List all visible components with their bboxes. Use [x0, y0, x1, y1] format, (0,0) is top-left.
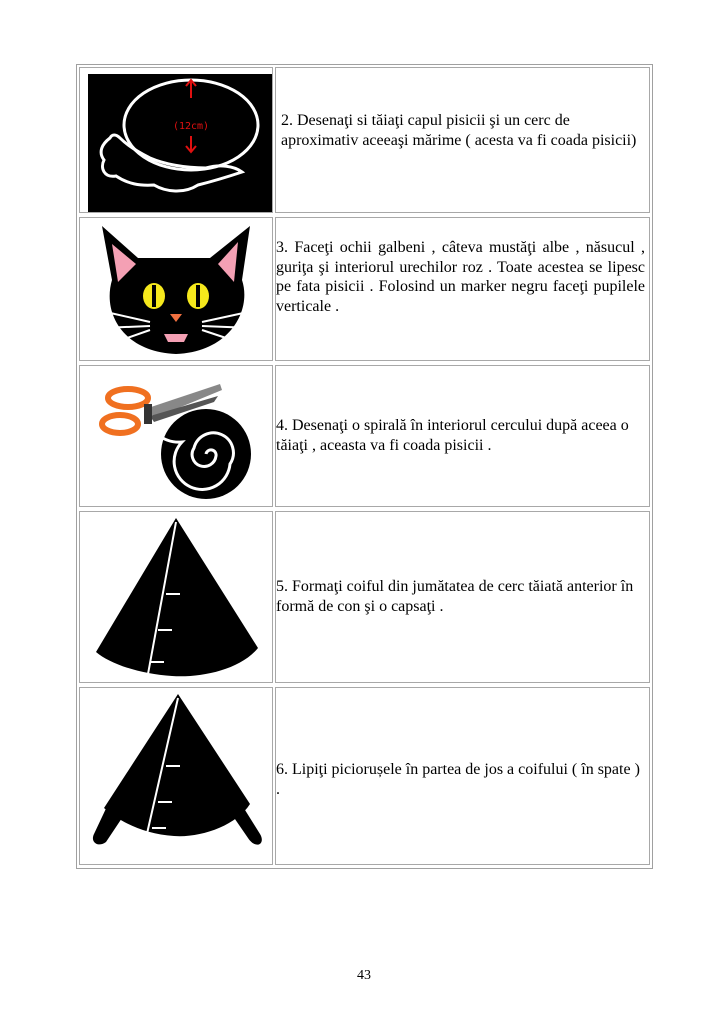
step-3-text: 3. Faceţi ochii galbeni , câteva mustăţi albe , năsucul , guriţa şi interiorul urechilor roz . Toate acestea se lipesc pe fata pisicii . Folosind un marker negru faceţi pupilele verticale .	[276, 239, 645, 315]
black-cone-icon	[80, 512, 273, 683]
cat-face-icon	[80, 218, 273, 361]
step-4-illustration-cell	[79, 365, 273, 507]
head-outline-and-circle-icon	[80, 68, 273, 213]
step-row-5	[79, 511, 650, 683]
step-4-text-cell	[275, 365, 650, 507]
step-6-illustration-cell	[79, 687, 273, 865]
step-2-text: 2. Desenaţi si tăiaţi capul pisicii şi un cerc de aproximativ aceeaşi mărime ( acesta va fi coada pisicii)	[281, 112, 637, 149]
step-row-6	[79, 687, 650, 865]
step-5-text-cell	[275, 511, 650, 683]
step-row-2	[79, 67, 650, 213]
instructions-table	[76, 64, 653, 869]
step-4-text: 4. Desenaţi o spirală în interiorul cercului după aceea o tăiaţi , aceasta va fi coada pisicii .	[276, 417, 629, 454]
scissors-spiral-icon	[80, 366, 273, 507]
step-row-4	[79, 365, 650, 507]
step-2-illustration-cell	[79, 67, 273, 213]
step-5-text: 5. Formaţi coiful din jumătatea de cerc tăiată anterior în formă de con şi o capsaţi .	[276, 578, 634, 615]
cone-with-legs-icon	[80, 688, 273, 865]
step-3-text-cell	[275, 217, 650, 361]
step-2-text-cell	[275, 67, 650, 213]
step-5-illustration-cell	[79, 511, 273, 683]
step-3-illustration-cell	[79, 217, 273, 361]
page-number: 43	[357, 968, 371, 983]
size-label: (12cm)	[172, 121, 210, 132]
step-row-3	[79, 217, 650, 361]
step-6-text-cell	[275, 687, 650, 865]
step-6-text: 6. Lipiţi piciorușele în partea de jos a coifului ( în spate ) .	[276, 761, 640, 798]
